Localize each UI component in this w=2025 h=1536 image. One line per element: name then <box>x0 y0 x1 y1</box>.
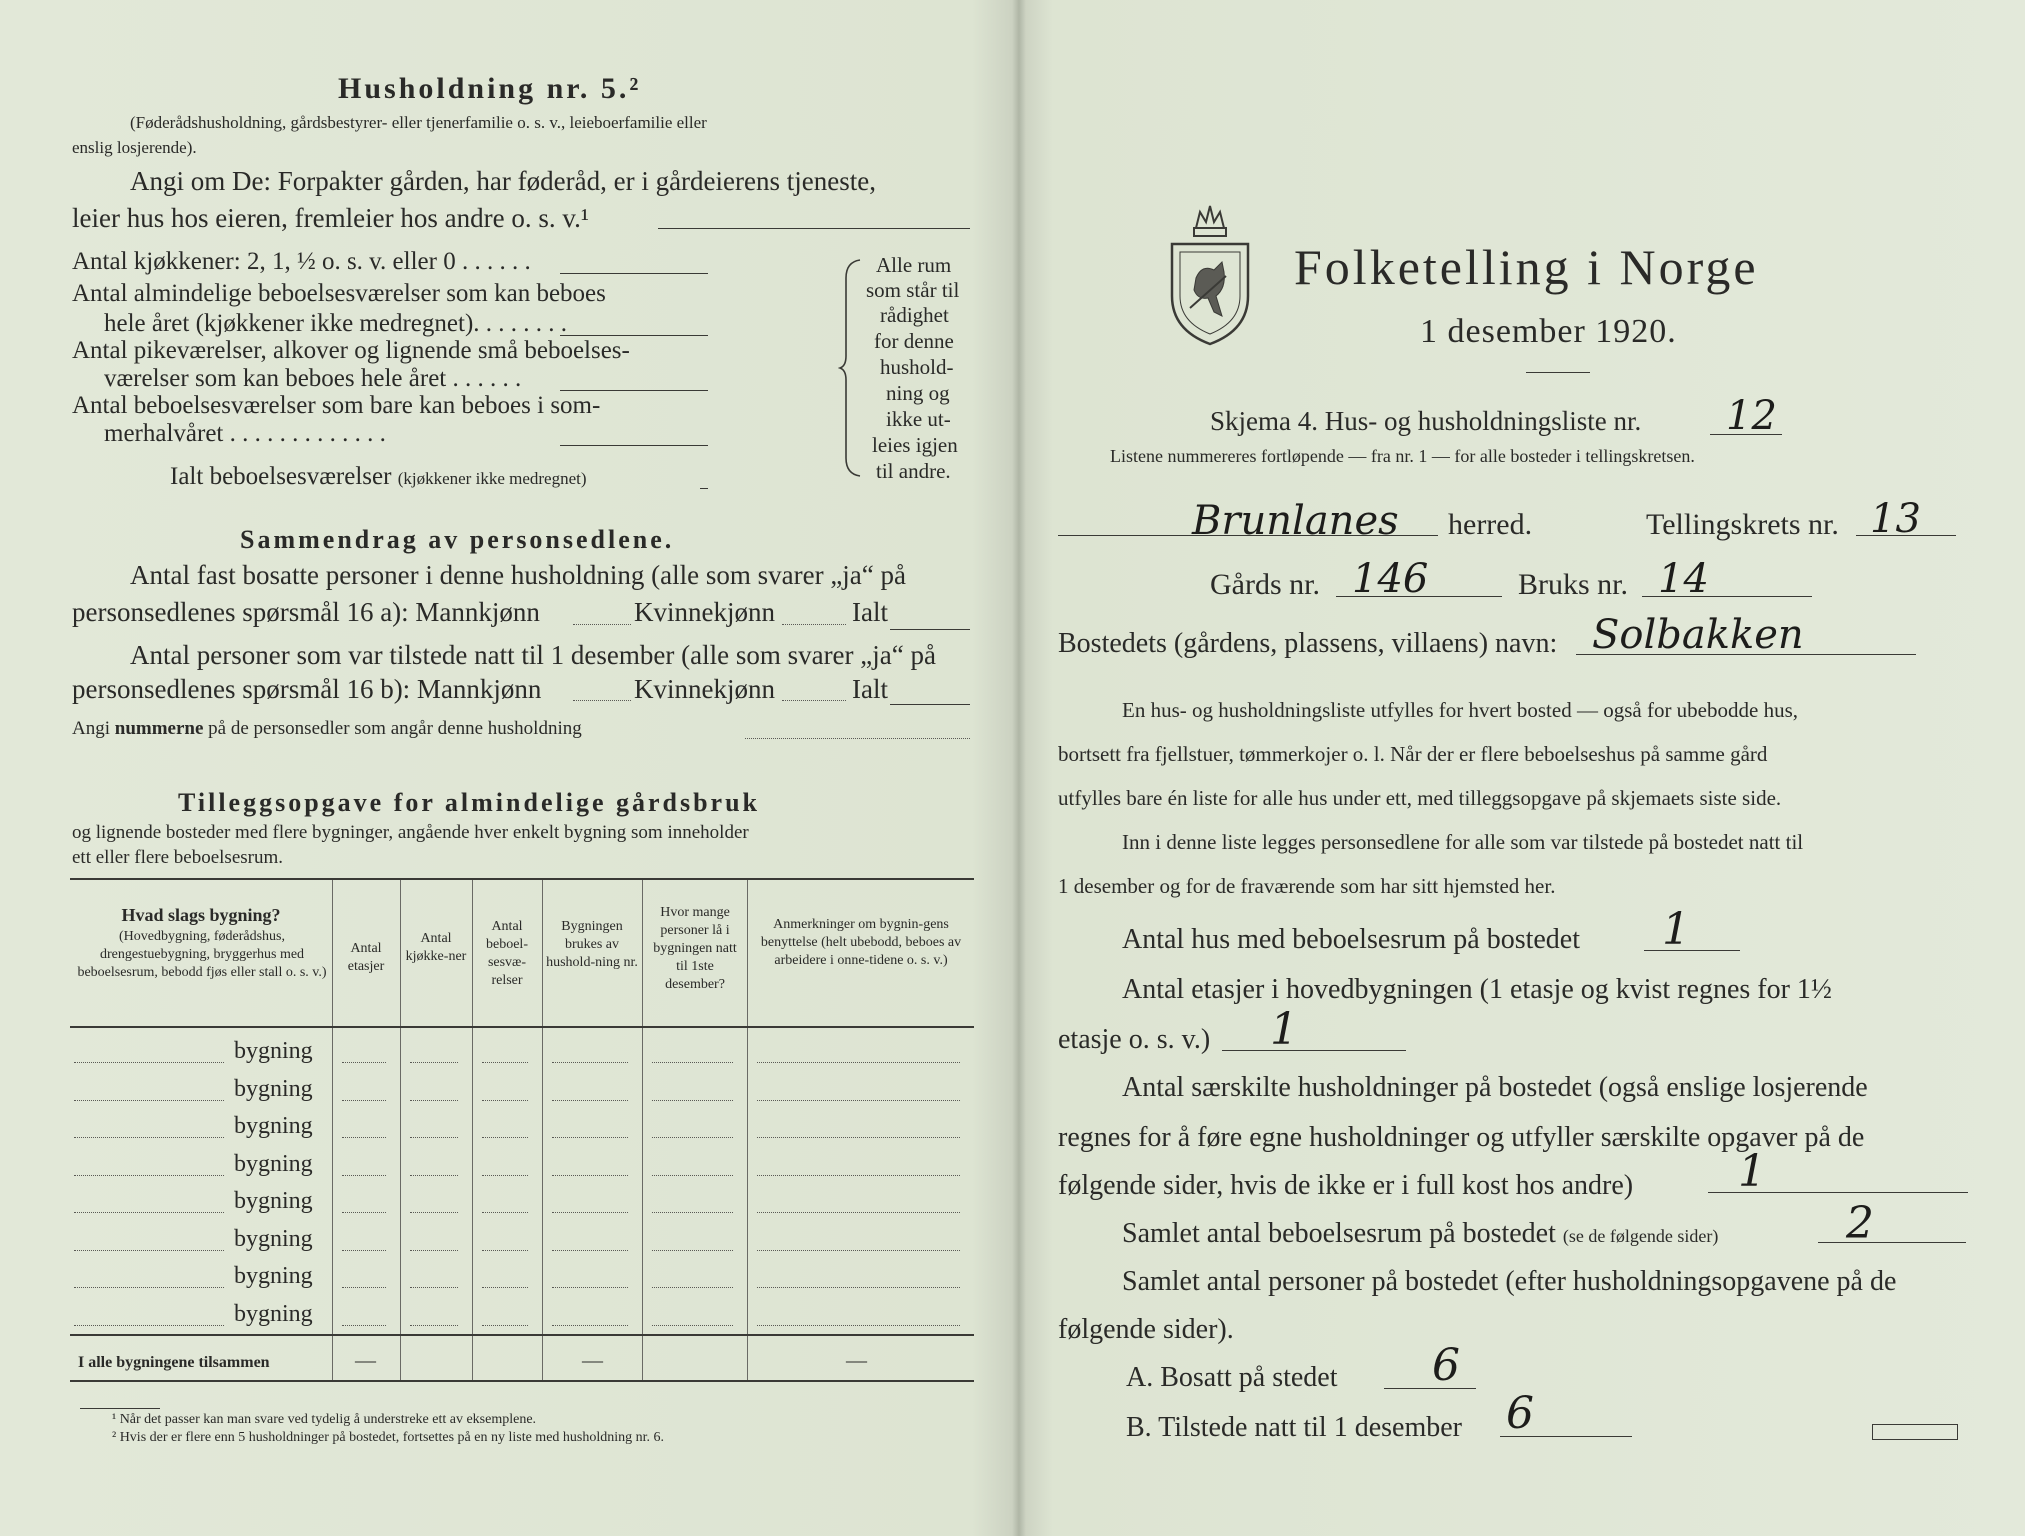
q-etasjer-line-2: etasje o. s. v.) <box>1058 1024 1211 1055</box>
building-row-label: bygning <box>234 1075 313 1102</box>
listene-note: Listene nummereres fortløpende — fra nr. 1 — for alle bosteder i tellingskretsen. <box>1110 446 1695 466</box>
q-pers-line-2: følgende sider). <box>1058 1314 1234 1345</box>
bostedets-value: Solbakken <box>1592 612 1804 658</box>
para1-line-3: utfylles bare én liste for alle hus under ett, med tilleggsopgave på skjemaets siste side. <box>1058 786 1782 810</box>
q-hush-line-3: følgende sider, hvis de ikke er i full kost hos andre) <box>1058 1170 1634 1201</box>
kitchens-line <box>560 273 708 274</box>
angi-line-2: leier hus hos eieren, fremleier hos andre o. s. v.¹ <box>72 203 589 233</box>
th-building-type-desc: (Hovedbygning, føderådshus, drengestuebygning, bryggerhus med beboelsesrum, bebodd fjøs eller stall o. s. v.) <box>77 929 327 980</box>
supplement-sub-2: ett eller flere beboelsesrum. <box>72 847 284 868</box>
q-hus-value: 1 <box>1662 904 1690 955</box>
norway-coat-of-arms-icon <box>1166 200 1254 348</box>
rooms-ordinary-1: Antal almindelige beboelsesværelser som kan beboes <box>72 280 606 307</box>
tellingskrets-label: Tellingskrets nr. <box>1646 508 1839 541</box>
tellingskrets-value: 13 <box>1870 496 1921 542</box>
angi-nummerne: Angi nummerne på de personsedler som angår denne husholdning <box>72 718 582 739</box>
th-rooms: Antal beboel-sesvæ-relser <box>486 919 528 988</box>
brace-note-2: rådighet <box>880 303 949 327</box>
footnote-1: ¹ Når det passer kan man svare ved tydelig å understreke ett av eksemplene. <box>112 1412 537 1427</box>
bruks-value: 14 <box>1658 556 1709 602</box>
brace-note-0: Alle rum <box>876 253 952 277</box>
center-fold <box>1012 0 1026 1536</box>
supplement-sub-1: og lignende bosteder med flere bygninger, angående hver enkelt bygning som inneholder <box>72 822 749 843</box>
b-label: B. Tilstede natt til 1 desember <box>1126 1412 1462 1443</box>
rooms-kitchens: Antal kjøkkener: 2, 1, ½ o. s. v. eller 0 . . . . . . <box>72 248 531 275</box>
brace-note-8: til andre. <box>876 459 951 483</box>
q-hus-label: Antal hus med beboelsesrum på bostedet <box>1122 924 1581 955</box>
building-row-label: bygning <box>234 1300 313 1327</box>
building-row-label: bygning <box>234 1263 313 1289</box>
summary-line-2: personsedlenes spørsmål 16 a): Mannkjønn <box>72 597 540 627</box>
building-row-label: bygning <box>234 1188 313 1214</box>
intro-line-2: enslig losjerende). <box>72 138 197 157</box>
summary-line-3: Antal personer som var tilstede natt til 1 desember (alle som svarer „ja“ på <box>130 640 936 670</box>
form-date: 1 desember 1920. <box>1420 313 1677 350</box>
summary-kvinne-2: Kvinnekjønn <box>634 674 775 704</box>
q-etasjer-line-1: Antal etasjer i hovedbygningen (1 etasje og kvist regnes for 1½ <box>1122 974 1832 1005</box>
building-row-label: bygning <box>234 1113 313 1139</box>
table-top-rule <box>70 878 974 880</box>
q-hush-line-1: Antal særskilte husholdninger på bostedet (også enslige losjerende <box>1122 1072 1868 1103</box>
q-hush-line-2: regnes for å føre egne husholdninger og utfyller særskilte opgaver på de <box>1058 1122 1865 1153</box>
para2-line-2: 1 desember og for de fraværende som har sitt hjemsted her. <box>1058 874 1556 898</box>
skjema-nr-value: 12 <box>1726 393 1777 439</box>
building-row-label: bygning <box>234 1150 313 1177</box>
b-value: 6 <box>1506 1388 1534 1439</box>
gards-label: Gårds nr. <box>1210 568 1320 601</box>
rooms-summer-2: merhalvåret . . . . . . . . . . . . . <box>104 420 386 447</box>
total-row-label: I alle bygningene tilsammen <box>78 1354 270 1371</box>
rooms-summer-1: Antal beboelsesværelser som bare kan beboes i som- <box>72 392 601 419</box>
q-pers-line-1: Samlet antal personer på bostedet (efter husholdningsopgavene på de <box>1122 1266 1897 1297</box>
para1-line-1: En hus- og husholdningsliste utfylles for hvert bosted — også for ubebodde hus, <box>1122 698 1798 722</box>
skjema-label: Skjema 4. Hus- og husholdningsliste nr. <box>1210 406 1642 436</box>
q-rum-value: 2 <box>1846 1198 1874 1249</box>
brace-note-4: hushold- <box>880 355 954 379</box>
ialt-line <box>700 488 708 489</box>
summary-ialt-1: Ialt <box>852 597 888 627</box>
th-used-by: Bygningen brukes av hushold-ning nr. <box>546 919 638 970</box>
th-kitchens: Antal kjøkke-ner <box>405 931 467 964</box>
q-rum-label: Samlet antal beboelsesrum på bostedet (se de følgende sider) <box>1122 1218 1719 1249</box>
total-used-dash: — <box>582 1348 603 1372</box>
angi-answer-line <box>658 228 970 229</box>
th-floors: Antal etasjer <box>347 941 385 974</box>
herred-value: Brunlanes <box>1192 498 1399 544</box>
summary-line-1: Antal fast bosatte personer i denne husholdning (alle som svarer „ja“ på <box>130 560 906 590</box>
supplement-title: Tilleggsopgave for almindelige gårdsbruk <box>178 788 761 817</box>
q-hush-value: 1 <box>1738 1146 1766 1197</box>
angi-line-1: Angi om De: Forpakter gården, har føderåd, er i gårdeierens tjeneste, <box>130 166 876 196</box>
building-row-label: bygning <box>234 1225 313 1252</box>
q-etasjer-value: 1 <box>1270 1004 1298 1055</box>
rooms-maid-2: værelser som kan beboes hele året . . . . . . <box>104 365 522 392</box>
intro-line-1: (Føderådshusholdning, gårdsbestyrer- eller tjenerfamilie o. s. v., leieboerfamilie eller <box>130 113 707 132</box>
table-bottom-rule <box>70 1380 974 1382</box>
a-value: 6 <box>1432 1340 1460 1391</box>
summary-line-4: personsedlenes spørsmål 16 b): Mannkjønn <box>72 674 542 704</box>
summary-ialt-2: Ialt <box>852 674 888 704</box>
maid-line <box>560 390 708 391</box>
total-remarks-dash: — <box>846 1348 867 1372</box>
building-row-label: bygning <box>234 1038 313 1064</box>
brace-note-1: som står til <box>866 278 960 302</box>
brace-note-5: ning og <box>886 381 950 405</box>
brace-note-6: ikke ut- <box>886 407 951 431</box>
th-persons: Hvor mange personer lå i bygningen natt til 1ste desember? <box>653 905 737 992</box>
brace-shape <box>838 258 868 478</box>
para1-line-2: bortsett fra fjellstuer, tømmerkojer o. l. Når der er flere beboelseshus på samme gård <box>1058 742 1768 766</box>
para2-line-1: Inn i denne liste legges personsedlene for alle som var tilstede på bostedet natt til <box>1122 830 1804 854</box>
bruks-label: Bruks nr. <box>1518 568 1629 601</box>
brace-note-7: leies igjen <box>872 433 958 457</box>
th-building-type: Hvad slags bygning? <box>121 905 281 925</box>
summer-line <box>560 445 708 446</box>
rooms-ordinary-2: hele året (kjøkkener ikke medregnet). . . . . . . . <box>104 310 568 337</box>
bostedets-label: Bostedets (gårdens, plassens, villaens) navn: <box>1058 628 1558 659</box>
brace-note-3: for denne <box>874 329 954 353</box>
gards-value: 146 <box>1352 556 1429 602</box>
table-header-rule <box>70 1026 974 1028</box>
summary-title: Sammendrag av personsedlene. <box>240 525 675 554</box>
ordinary-line <box>560 335 708 336</box>
form-title: Folketelling i Norge <box>1294 239 1759 295</box>
rooms-maid-1: Antal pikeværelser, alkover og lignende små beboelses- <box>72 337 630 364</box>
ialt-label: Ialt beboelsesværelser (kjøkkener ikke medregnet) <box>170 463 587 490</box>
herred-label: herred. <box>1448 508 1533 541</box>
footnote-2: ² Hvis der er flere enn 5 husholdninger på bostedet, fortsettes på en ny liste med husholdning nr. 6. <box>112 1430 665 1445</box>
household-title: Husholdning nr. 5.² <box>338 72 642 105</box>
total-floors-dash: — <box>355 1348 376 1372</box>
printer-stamp <box>1872 1424 1958 1440</box>
th-remarks: Anmerkninger om bygnin-gens benyttelse (helt ubebodd, beboes av arbeidere i onne-tidene o. s. v.) <box>760 917 962 968</box>
a-label: A. Bosatt på stedet <box>1126 1362 1338 1393</box>
summary-kvinne-1: Kvinnekjønn <box>634 597 775 627</box>
